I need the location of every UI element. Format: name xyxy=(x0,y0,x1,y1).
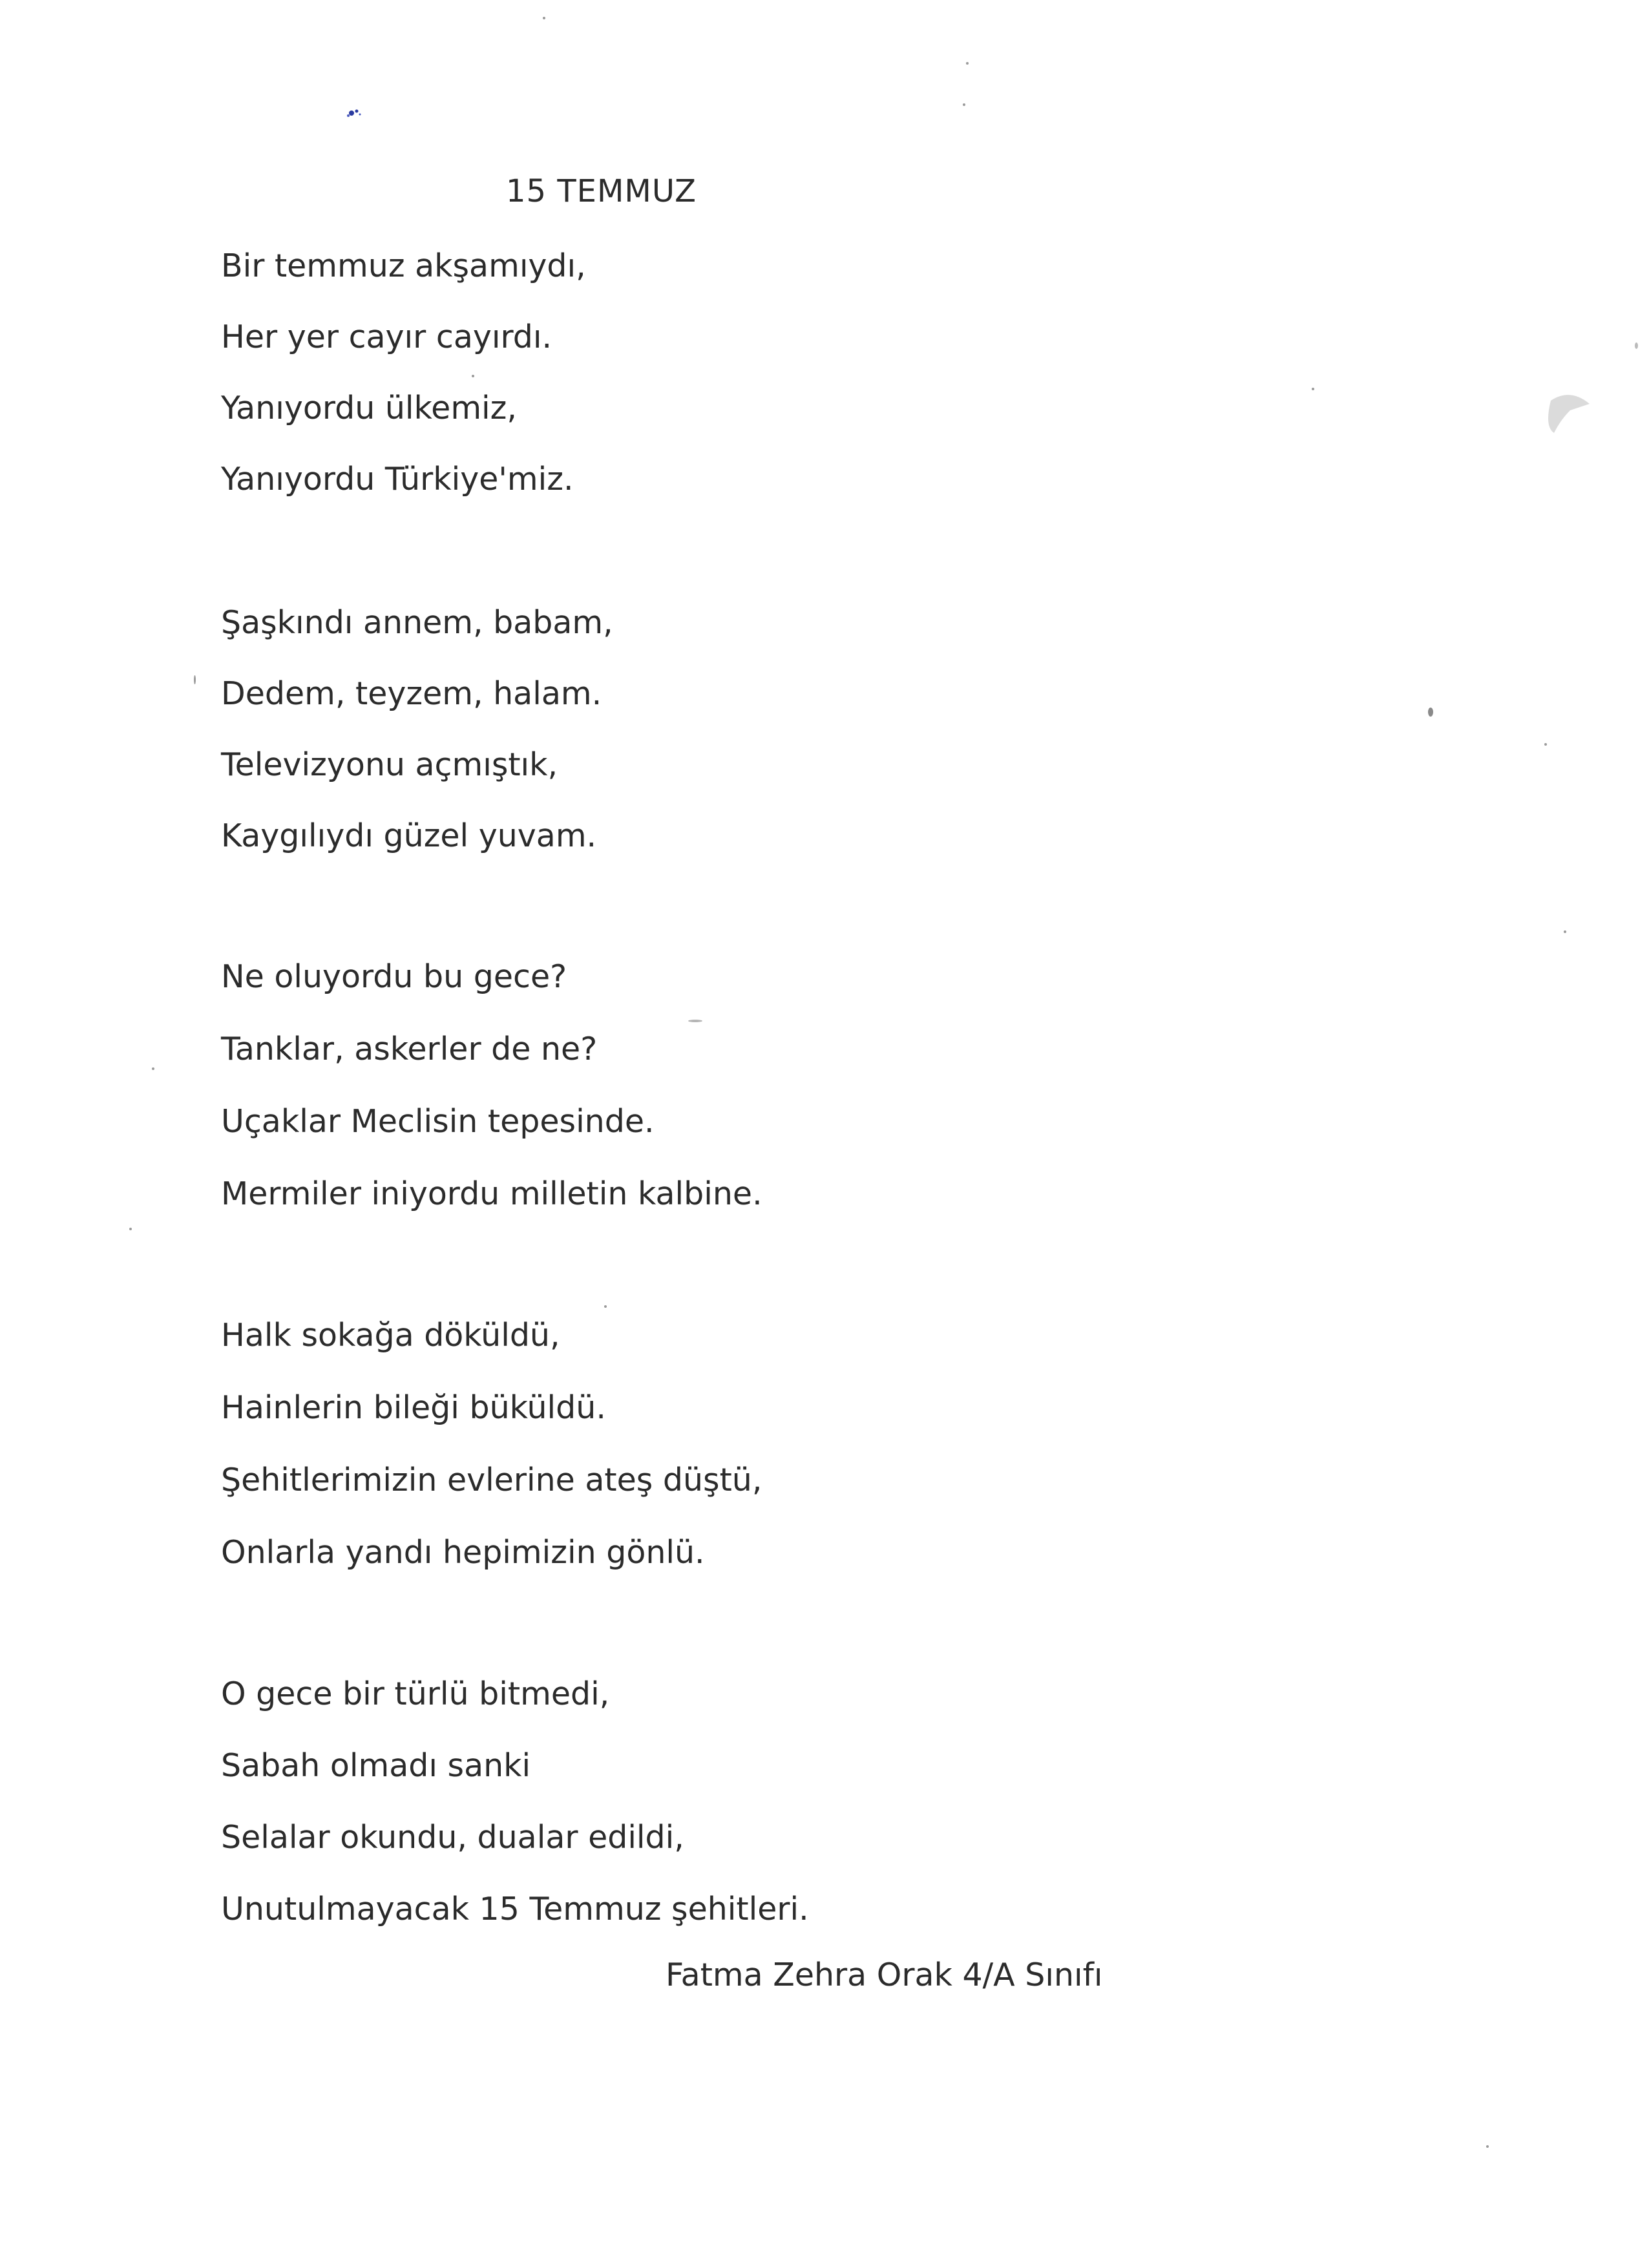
scan-speck xyxy=(963,103,965,106)
poem-line: Unutulmayacak 15 Temmuz şehitleri. xyxy=(221,1891,809,1927)
poem-line: Halk sokağa döküldü, xyxy=(221,1317,560,1354)
poem-line: Kaygılıydı güzel yuvam. xyxy=(221,817,597,854)
poem-line: Bir temmuz akşamıydı, xyxy=(221,247,586,284)
poem-line: Hainlerin bileği büküldü. xyxy=(221,1389,606,1426)
scan-speck xyxy=(1486,2145,1489,2148)
poem-line: Dedem, teyzem, halam. xyxy=(221,675,602,712)
poem-line: Televizyonu açmıştık, xyxy=(221,746,558,783)
poem-title: 15 TEMMUZ xyxy=(506,173,697,209)
scan-speck xyxy=(472,375,474,377)
poem-line: Selalar okundu, dualar edildi, xyxy=(221,1819,684,1856)
poem-line: O gece bir türlü bitmedi, xyxy=(221,1675,610,1712)
scan-speck xyxy=(129,1228,132,1230)
poem-line: Uçaklar Meclisin tepesinde. xyxy=(221,1103,655,1140)
scan-speck xyxy=(1428,708,1433,717)
scan-speck xyxy=(1544,743,1547,746)
scan-speck xyxy=(966,62,969,65)
author-signature: Fatma Zehra Orak 4/A Sınıfı xyxy=(666,1957,1103,1993)
poem-line: Şaşkındı annem, babam, xyxy=(221,604,613,641)
poem-line: Tanklar, askerler de ne? xyxy=(221,1031,598,1067)
poem-line: Yanıyordu ülkemiz, xyxy=(221,390,517,426)
scan-speck xyxy=(1564,930,1566,933)
scan-speck xyxy=(543,17,545,19)
scan-speck xyxy=(1312,388,1314,390)
ink-blot-icon xyxy=(342,103,368,123)
poem-line: Sabah olmadı sanki xyxy=(221,1747,531,1784)
poem-line: Mermiler iniyordu milletin kalbine. xyxy=(221,1175,762,1212)
poem-line: Şehitlerimizin evlerine ateş düştü, xyxy=(221,1462,762,1498)
poem-line: Ne oluyordu bu gece? xyxy=(221,958,567,995)
scan-speck xyxy=(688,1020,702,1022)
scan-speck xyxy=(194,675,196,684)
scan-speck xyxy=(604,1305,607,1308)
stain-mark-icon xyxy=(1525,381,1602,465)
poem-line: Onlarla yandı hepimizin gönlü. xyxy=(221,1534,705,1571)
poem-line: Her yer cayır cayırdı. xyxy=(221,319,552,355)
poem-line: Yanıyordu Türkiye'miz. xyxy=(221,461,574,498)
scan-speck xyxy=(1635,342,1638,349)
scan-speck xyxy=(152,1067,154,1070)
